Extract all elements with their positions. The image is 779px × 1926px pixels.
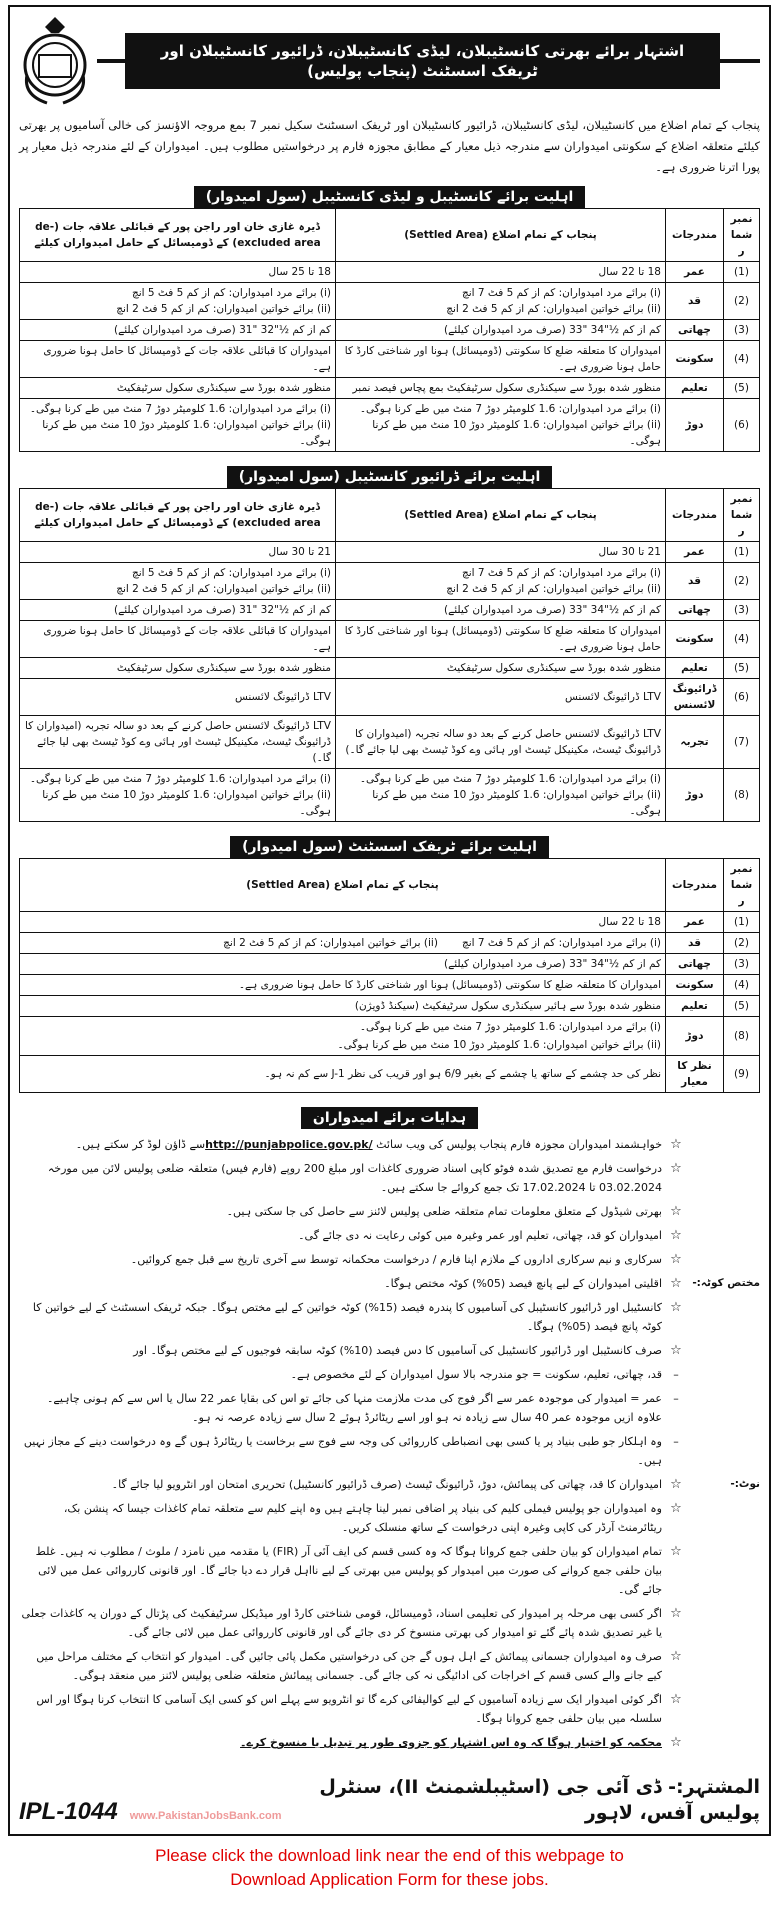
settled-area-cell (336, 679, 666, 716)
row-number: (4) (724, 621, 760, 658)
row-number: (4) (724, 975, 760, 996)
row-number: (5) (724, 658, 760, 679)
cell-line: امیدواران کا قبائلی علاقہ جات کے ڈومیسائل کا حامل ہونا ضروری ہے۔ (43, 625, 331, 653)
de-excluded-area-cell (20, 542, 336, 563)
cell-line: 21 تا 30 سال (268, 546, 331, 558)
instruction-item (19, 1274, 760, 1293)
cell-line: (i) برائے مرد امیدواران: کم از کم 5 فٹ 5 انچ (131, 287, 331, 299)
header-settled-area: پنجاب کے تمام اضلاع (Settled Area) (336, 489, 666, 542)
instruction-text: صرف کانسٹیبل اور ڈرائیور کانسٹیبل کی آسامیوں کا دس فیصد (10%) کوٹہ سابقہ فوجیوں کے لیے مختص ہوگا۔ اور (133, 1344, 662, 1357)
row-label: دوڑ (666, 769, 724, 822)
settled-area-cell (20, 996, 666, 1017)
table-row (20, 542, 760, 563)
star-icon: ☆ (670, 1735, 682, 1750)
star-icon: ☆ (670, 1501, 682, 1516)
cell-line: (i) برائے مرد امیدواران: کم از کم 5 فٹ 5 انچ (131, 567, 331, 579)
settled-area-cell (336, 563, 666, 600)
driver-constable-eligibility-table (19, 488, 760, 822)
row-label: نظر کا معیار (666, 1056, 724, 1093)
cell-line: (ii) برائے خواتین امیدواران: کم از کم 5 فٹ 2 انچ (446, 303, 661, 315)
de-excluded-area-cell (20, 658, 336, 679)
row-number: (1) (724, 262, 760, 283)
star-icon: ☆ (670, 1544, 682, 1559)
table-row (20, 769, 760, 822)
star-icon: ☆ (670, 1252, 682, 1267)
row-label: چھاتی (666, 600, 724, 621)
row-label: چھاتی (666, 954, 724, 975)
header-serial-number: نمبر شمار (724, 209, 760, 262)
cell-line: کم از کم ½"34 "33 (صرف مرد امیدواران کیلئے) (443, 958, 661, 970)
row-number: (2) (724, 283, 760, 320)
de-excluded-area-cell (20, 621, 336, 658)
table-row (20, 658, 760, 679)
row-number: (5) (724, 378, 760, 399)
table-row (20, 975, 760, 996)
de-excluded-area-cell (20, 283, 336, 320)
settled-area-cell (336, 716, 666, 769)
de-excluded-area-cell (20, 341, 336, 378)
cell-line: امیدواران کا متعلقہ ضلع کا سکونتی (ڈومیسائل) ہونا اور شناختی کارڈ کا حامل ہونا ضروری ہے۔ (344, 625, 661, 653)
table-row (20, 600, 760, 621)
side-label: نوٹ:- (730, 1478, 760, 1490)
instruction-item (19, 1733, 760, 1752)
de-excluded-area-cell (20, 378, 336, 399)
cell-line: کم از کم ½"34 "33 (صرف مرد امیدواران کیلئے) (443, 324, 661, 336)
cell-line: (i) برائے مرد امیدواران: 1.6 کلومیٹر دوڑ 7 منٹ میں طے کرنا ہوگی۔ (359, 1021, 661, 1033)
cell-line: (i) برائے مرد امیدواران: کم از کم 5 فٹ 7 انچ (461, 287, 661, 299)
de-excluded-area-cell (20, 679, 336, 716)
instruction-text: کانسٹیبل اور ڈرائیور کانسٹیبل کی آسامیوں کا پندرہ فیصد (15%) کوٹہ خواتین کے لیے مختص ہوگا۔ جبکہ ٹریفک اسسٹنٹ کے لیے خواتین کا کوٹہ پانچ فیصد (05%) ہوگا۔ (32, 1301, 662, 1333)
row-label: قد (666, 563, 724, 600)
row-number: (8) (724, 769, 760, 822)
intro-paragraph: پنجاب کے تمام اضلاع میں کانسٹیبلان، لیڈی کانسٹیبلان، ڈرائیور کانسٹیبلان اور ٹریفک اسسٹنٹ سکیل نمبر 7 بمع مروجہ الاؤنسز کی خالی آسامیوں پر بھرتی کیلئے متعلقہ اضلاع کے سکونتی امیدواران سے مندرجہ ذیل معیار کے مطابق مجوزہ فارم پر درخواستیں مطلوب ہیں۔ امیدواران کے لئے مندرجہ ذیل معیار پر پورا اترنا ضروری ہے۔ (19, 118, 760, 174)
table-row (20, 262, 760, 283)
row-number: (2) (724, 933, 760, 954)
settled-area-cell (336, 320, 666, 341)
cell-line: (ii) برائے خواتین امیدواران: 1.6 کلومیٹر دوڑ 10 منٹ میں طے کرنا ہوگی۔ (372, 789, 661, 817)
instruction-text: سرکاری و نیم سرکاری اداروں کے ملازم اپنا فارم / درخواست محکمانہ توسط سے آخری تاریخ سے قبل جمع کروائیں۔ (130, 1253, 662, 1266)
cell-line: امیدواران کا متعلقہ ضلع کا سکونتی (ڈومیسائل) ہونا اور شناختی کارڈ کا حامل ہونا ضروری ہے۔ (344, 345, 661, 373)
settled-area-cell (20, 933, 666, 954)
settled-area-cell (20, 954, 666, 975)
settled-area-cell (20, 1017, 666, 1056)
instruction-text-part: خواہشمند امیدواران مجوزہ فارم پنجاب پولیس کی ویب سائٹ (372, 1138, 662, 1151)
cell-line: LTV ڈرائیونگ لائسنس حاصل کرنے کے بعد دو سالہ تجربہ (امیدواران کا ڈرائیونگ ٹیسٹ، مکینیکل ٹیسٹ اور ہائی وے کوڈ ٹیسٹ بھی لیا جائے گا۔) (24, 720, 331, 764)
instruction-text: امیدواران کو قد، چھاتی، تعلیم اور عمر وغیرہ میں کوئی رعایت نہ دی جائے گی۔ (298, 1229, 662, 1242)
settled-area-cell (336, 399, 666, 452)
table-row (20, 320, 760, 341)
table-row (20, 1056, 760, 1093)
instruction-text: تمام امیدواران کو بیان حلفی جمع کروانا ہوگا کہ وہ کسی قسم کی ایف آئی آر (FIR) یا مقدمہ میں نامزد / ملوث / مطلوب نہ ہیں۔ غلط بیان حلفی جمع کروانے کی صورت میں امیدوار کو پولیس میں بھرتی کے لیے نااہل قرار دے دیا جائے گا۔ اور قانونی کارروائی عمل میں لائی جائے گی۔ (35, 1545, 662, 1596)
header-de-excluded-area: ڈیرہ غازی خان اور راجن پور کے قبائلی علاقہ جات (de-excluded area) کے ڈومیسائل کے حامل امیدواران کیلئے (20, 489, 336, 542)
sub-point-text: وہ اہلکار جو طبی بنیاد پر یا کسی بھی انضباطی کارروائی کی وجہ سے فوج سے برخاست یا ریٹائرڈ ہوں گے وہ درخواست دینے کے مجاز نہیں ہیں۔ (23, 1435, 662, 1467)
instruction-item (19, 1542, 760, 1599)
instruction-text: محکمہ کو اختیار ہوگا کہ وہ اس اشتہار کو جزوی طور پر تبدیل یا منسوخ کرے۔ (240, 1736, 662, 1749)
row-number: (3) (724, 320, 760, 341)
cell-line: 21 تا 30 سال (598, 546, 661, 558)
row-label: عمر (666, 262, 724, 283)
table-row (20, 341, 760, 378)
row-number: (6) (724, 679, 760, 716)
instruction-text (19, 1135, 662, 1154)
row-label: سکونت (666, 975, 724, 996)
cell-line: (ii) برائے خواتین امیدواران: 1.6 کلومیٹر دوڑ 10 منٹ میں طے کرنا ہوگی۔ (42, 789, 331, 817)
instruction-item (19, 1226, 760, 1245)
instruction-text: اگر کوئی امیدوار ایک سے زیادہ آسامیوں کے لیے کوالیفائی کرے گا تو انٹرویو سے پہلے اس کو کسی ایک آسامی کا انتخاب کرنا ہوگا اور اس سلسلہ میں بیان حلفی جمع کروانا ہوگا۔ (36, 1693, 662, 1725)
settled-area-cell (336, 621, 666, 658)
instruction-item (19, 1298, 760, 1336)
ad-code: IPL-1044 (19, 1798, 118, 1825)
table-row (20, 621, 760, 658)
table-row (20, 283, 760, 320)
star-icon: ☆ (670, 1228, 682, 1243)
settled-area-cell (336, 769, 666, 822)
advertiser-signature: المشتہر:- ڈی آئی جی (اسٹیبلشمنٹ II)، سنٹرل پولیس آفس، لاہور (319, 1776, 760, 1824)
row-number: (9) (724, 1056, 760, 1093)
instruction-text: امیدواران کا قد، چھاتی کی پیمائش، دوڑ، ڈرائیونگ ٹیسٹ (صرف ڈرائیور کانسٹیبل) تحریری امتحان اور انٹرویو لیا جائے گا۔ (111, 1478, 662, 1491)
cell-line: (ii) برائے خواتین امیدواران: کم از کم 5 فٹ 2 انچ (116, 303, 331, 315)
advertisement-frame (8, 5, 771, 1836)
settled-area-cell (20, 975, 666, 996)
instruction-text: اقلیتی امیدواران کے لیے پانچ فیصد (05%) کوٹہ مختص ہوگا۔ (384, 1277, 662, 1290)
instruction-text: وہ امیدواران جو پولیس فیملی کلیم کی بنیاد پر اضافی نمبر لینا چاہتے ہیں وہ اپنے کلیم سے متعلقہ تمام کاغذات جیسا کہ پنشن بک، ریٹائرمنٹ آرڈر کی کاپی وغیرہ اپنی درخواست کے ساتھ منسلک کریں۔ (63, 1502, 662, 1534)
cell-line: (i) برائے مرد امیدواران: 1.6 کلومیٹر دوڑ 7 منٹ میں طے کرنا ہوگی۔ (359, 403, 661, 415)
settled-area-cell (336, 600, 666, 621)
row-number: (7) (724, 716, 760, 769)
side-label: مختص کوٹہ:- (692, 1277, 760, 1289)
row-label: تعلیم (666, 378, 724, 399)
star-icon: ☆ (670, 1276, 682, 1291)
download-notice-line-1: Please click the download link near the end of this webpage to (155, 1846, 624, 1865)
download-notice (0, 1844, 779, 1892)
banner-rule-left (97, 59, 125, 63)
page-title: اشتہار برائے بھرتی کانسٹیبلان، لیڈی کانسٹیبلان، ڈرائیور کانسٹیبلان اور ٹریفک اسسٹنٹ (پنجاب پولیس) (125, 33, 720, 89)
de-excluded-area-cell (20, 563, 336, 600)
header-de-excluded-area: ڈیرہ غازی خان اور راجن پور کے قبائلی علاقہ جات (de-excluded area) کے ڈومیسائل کے حامل امیدواران کیلئے (20, 209, 336, 262)
table-header-row (20, 209, 760, 262)
instruction-item (19, 1159, 760, 1197)
sub-point (19, 1432, 760, 1470)
cell-line: (i) برائے مرد امیدواران: 1.6 کلومیٹر دوڑ 7 منٹ میں طے کرنا ہوگی۔ (29, 403, 331, 415)
star-icon: ☆ (670, 1692, 682, 1707)
cell-line: LTV ڈرائیونگ لائسنس (564, 691, 661, 703)
cell-line: (i) برائے مرد امیدواران: 1.6 کلومیٹر دوڑ 7 منٹ میں طے کرنا ہوگی۔ (359, 773, 661, 785)
de-excluded-area-cell (20, 716, 336, 769)
traffic-assistant-eligibility-table (19, 858, 760, 1093)
row-number: (3) (724, 600, 760, 621)
instruction-item (19, 1499, 760, 1537)
punjab-police-logo (19, 15, 91, 107)
row-label: قد (666, 283, 724, 320)
sub-point (19, 1389, 760, 1427)
table-row (20, 996, 760, 1017)
row-label: تعلیم (666, 658, 724, 679)
cell-line: منظور شدہ بورڈ سے سیکنڈری سکول سرٹیفکیٹ بمع پچاس فیصد نمبر (352, 382, 661, 394)
cell-line: منظور شدہ بورڈ سے سیکنڈری سکول سرٹیفکیٹ (446, 662, 661, 674)
table-row (20, 716, 760, 769)
star-icon: ☆ (670, 1300, 682, 1315)
constable-eligibility-table (19, 208, 760, 452)
cell-line: (ii) برائے خواتین امیدواران: 1.6 کلومیٹر دوڑ 10 منٹ میں طے کرنا ہوگی۔ (372, 419, 661, 447)
cell-line: (ii) برائے خواتین امیدواران: 1.6 کلومیٹر دوڑ 10 منٹ میں طے کرنا ہوگی۔ (337, 1039, 661, 1051)
header-particulars: مندرجات (666, 209, 724, 262)
cell-line: 18 تا 25 سال (268, 266, 331, 278)
table-row (20, 954, 760, 975)
dash-marker: – (673, 1392, 679, 1405)
de-excluded-area-cell (20, 262, 336, 283)
row-number: (8) (724, 1017, 760, 1056)
table-row (20, 399, 760, 452)
row-label: چھاتی (666, 320, 724, 341)
settled-area-cell (336, 658, 666, 679)
settled-area-cell (336, 542, 666, 563)
cell-line: امیدواران کا متعلقہ ضلع کا سکونتی (ڈومیسائل) ہونا اور شناختی کارڈ کا حامل ہونا ضروری ہے۔ (238, 979, 661, 991)
cell-line: (ii) برائے خواتین امیدواران: 1.6 کلومیٹر دوڑ 10 منٹ میں طے کرنا ہوگی۔ (42, 419, 331, 447)
row-label: سکونت (666, 341, 724, 378)
cell-line: منظور شدہ بورڈ سے ہائیر سیکنڈری سکول سرٹیفکیٹ (سیکنڈ ڈویژن) (354, 1000, 661, 1012)
cell-line: 18 تا 22 سال (598, 266, 661, 278)
instruction-text: صرف وہ امیدواران جسمانی پیمائش کے اہل ہوں گے جن کی درخواستیں مکمل پائی جائیں گی۔ امیدوار کو انتخاب کے مختلف مراحل میں کیے جانے والے کسی قسم کے اخراجات کی ادائیگی نہ کی جائے گی۔ جسمانی پیمائش متعلقہ ضلعی پولیس لائنز میں منعقد ہوگی۔ (36, 1650, 662, 1682)
row-number: (3) (724, 954, 760, 975)
star-icon: ☆ (670, 1343, 682, 1358)
de-excluded-area-cell (20, 320, 336, 341)
cell-line: منظور شدہ بورڈ سے سیکنڈری سکول سرٹیفکیٹ (116, 382, 331, 394)
header-settled-area: پنجاب کے تمام اضلاع (Settled Area) (336, 209, 666, 262)
row-label: دوڑ (666, 1017, 724, 1056)
instruction-item (19, 1341, 760, 1360)
cell-line: (ii) برائے خواتین امیدواران: کم از کم 5 فٹ 2 انچ (223, 937, 438, 949)
instruction-item (19, 1647, 760, 1685)
inline-values (24, 935, 661, 951)
instruction-item (19, 1690, 760, 1728)
header (19, 13, 760, 109)
section-title-instructions: ہدایات برائے امیدواران (301, 1107, 478, 1129)
section-title-traffic-assistant: اہلیت برائے ٹریفک اسسٹنٹ (سول امیدوار) (230, 836, 549, 858)
instruction-item (19, 1604, 760, 1642)
row-number: (1) (724, 542, 760, 563)
settled-area-cell (20, 1056, 666, 1093)
settled-area-cell (336, 283, 666, 320)
de-excluded-area-cell (20, 399, 336, 452)
settled-area-cell (336, 378, 666, 399)
table-row (20, 912, 760, 933)
cell-line: (i) برائے مرد امیدواران: کم از کم 5 فٹ 7 انچ (461, 937, 661, 949)
settled-area-cell (20, 912, 666, 933)
instruction-text: بھرتی شیڈول کے متعلق معلومات تمام متعلقہ ضلعی پولیس لائنز سے حاصل کی جا سکتی ہیں۔ (226, 1205, 662, 1218)
row-label: سکونت (666, 621, 724, 658)
table-row (20, 378, 760, 399)
sub-point-text: عمر = امیدوار کی موجودہ عمر سے اگر فوج کی مدت ملازمت منہا کی جائے تو اس کی بقایا عمر 22 سال یا اس سے کم ہونی چاہیے۔ علاوہ ازیں موجودہ عمر 40 سال سے زیادہ نہ ہو اور اسے ریٹائرڈ ہوئے 2 سال سے زیادہ عرصہ نہ ہو۔ (46, 1392, 662, 1424)
table-header-row (20, 489, 760, 542)
row-number: (5) (724, 996, 760, 1017)
de-excluded-area-cell (20, 769, 336, 822)
website-link[interactable]: http://punjabpolice.gov.pk/ (205, 1138, 373, 1151)
banner-rule-right (720, 59, 760, 63)
cell-line: امیدواران کا قبائلی علاقہ جات کے ڈومیسائل کا حامل ہونا ضروری ہے۔ (43, 345, 331, 373)
star-icon: ☆ (670, 1606, 682, 1621)
section-title-driver-constable: اہلیت برائے ڈرائیور کانسٹیبل (سول امیدوار) (227, 466, 553, 488)
download-notice-line-2: Download Application Form for these jobs. (230, 1870, 549, 1889)
instruction-item (19, 1135, 760, 1154)
row-number: (6) (724, 399, 760, 452)
header-serial-number: نمبر شمار (724, 859, 760, 912)
cell-line: کم از کم ½"32 "31 (صرف مرد امیدواران کیلئے) (113, 604, 331, 616)
cell-line: (i) برائے مرد امیدواران: 1.6 کلومیٹر دوڑ 7 منٹ میں طے کرنا ہوگی۔ (29, 773, 331, 785)
instruction-item (19, 1250, 760, 1269)
cell-line: (ii) برائے خواتین امیدواران: کم از کم 5 فٹ 2 انچ (116, 583, 331, 595)
instruction-text: اگر کسی بھی مرحلہ پر امیدوار کی تعلیمی اسناد، ڈومیسائل، قومی شناختی کارڈ اور میڈیکل سرٹیفکیٹ کی پڑتال کے دوران یہ کاغذات جعلی یا غیر تصدیق شدہ پائے گئے تو امیدوار کی بھرتی منسوخ کر دی جائے گی اور قانونی کارروائی عمل میں لائی جائے گی۔ (21, 1607, 662, 1639)
row-label: قد (666, 933, 724, 954)
row-label: تجربہ (666, 716, 724, 769)
row-label: ڈرائیونگ لائسنس (666, 679, 724, 716)
dash-marker: – (673, 1368, 679, 1381)
sub-point (19, 1365, 760, 1384)
header-particulars: مندرجات (666, 859, 724, 912)
footer (19, 1774, 760, 1826)
star-icon: ☆ (670, 1204, 682, 1219)
table-header-row (20, 859, 760, 912)
row-label: عمر (666, 912, 724, 933)
header-particulars: مندرجات (666, 489, 724, 542)
dash-marker: – (673, 1435, 679, 1448)
row-label: دوڑ (666, 399, 724, 452)
sub-point-text: قد، چھاتی، تعلیم، سکونت = جو مندرجہ بالا سول امیدواران کے لئے مخصوص ہے۔ (290, 1368, 662, 1381)
cell-line: (ii) برائے خواتین امیدواران: کم از کم 5 فٹ 2 انچ (446, 583, 661, 595)
row-number: (2) (724, 563, 760, 600)
settled-area-cell (336, 341, 666, 378)
table-row (20, 563, 760, 600)
cell-line: نظر کی حد چشمے کے ساتھ یا چشمے کے بغیر 6/9 ہو اور قریب کی نظر J-1 سے کم نہ ہو۔ (264, 1068, 661, 1080)
table-row (20, 933, 760, 954)
header-serial-number: نمبر شمار (724, 489, 760, 542)
row-number: (1) (724, 912, 760, 933)
instruction-item (19, 1475, 760, 1494)
cell-line: 18 تا 22 سال (598, 916, 661, 928)
cell-line: LTV ڈرائیونگ لائسنس حاصل کرنے کے بعد دو سالہ تجربہ (امیدواران کا ڈرائیونگ ٹیسٹ، مکینیکل ٹیسٹ اور ہائی وے کوڈ ٹیسٹ بھی لیا جائے گا۔) (345, 728, 661, 756)
instruction-text-part: سے ڈاؤن لوڈ کر سکتے ہیں۔ (75, 1138, 206, 1151)
instructions-list (19, 1135, 760, 1752)
star-icon: ☆ (670, 1649, 682, 1664)
cell-line: منظور شدہ بورڈ سے سیکنڈری سکول سرٹیفکیٹ (116, 662, 331, 674)
inline-values (24, 1019, 661, 1053)
cell-line: کم از کم ½"34 "33 (صرف مرد امیدواران کیلئے) (443, 604, 661, 616)
star-icon: ☆ (670, 1477, 682, 1492)
row-number: (4) (724, 341, 760, 378)
section-title-constable: اہلیت برائے کانسٹیبل و لیڈی کانسٹیبل (سول امیدوار) (194, 186, 586, 208)
star-icon: ☆ (670, 1137, 682, 1152)
settled-area-cell (336, 262, 666, 283)
cell-line: LTV ڈرائیونگ لائسنس (234, 691, 331, 703)
watermark: www.PakistanJobsBank.com (129, 1810, 282, 1822)
instruction-item (19, 1202, 760, 1221)
star-icon: ☆ (670, 1161, 682, 1176)
cell-line: (i) برائے مرد امیدواران: کم از کم 5 فٹ 7 انچ (461, 567, 661, 579)
instruction-text: درخواست فارم مع تصدیق شدہ فوٹو کاپی اسناد ضروری کاغذات اور مبلغ 200 روپے (فارم فیس) متعلقہ ضلعی پولیس لائن میں مورخہ 03.02.2024 تا 17.02.2024 تک جمع کروائے جا سکتے ہیں۔ (47, 1162, 662, 1194)
cell-line: کم از کم ½"32 "31 (صرف مرد امیدواران کیلئے) (113, 324, 331, 336)
de-excluded-area-cell (20, 600, 336, 621)
header-settled-area: پنجاب کے تمام اضلاع (Settled Area) (20, 859, 666, 912)
table-row (20, 1017, 760, 1056)
row-label: عمر (666, 542, 724, 563)
table-row (20, 679, 760, 716)
row-label: تعلیم (666, 996, 724, 1017)
